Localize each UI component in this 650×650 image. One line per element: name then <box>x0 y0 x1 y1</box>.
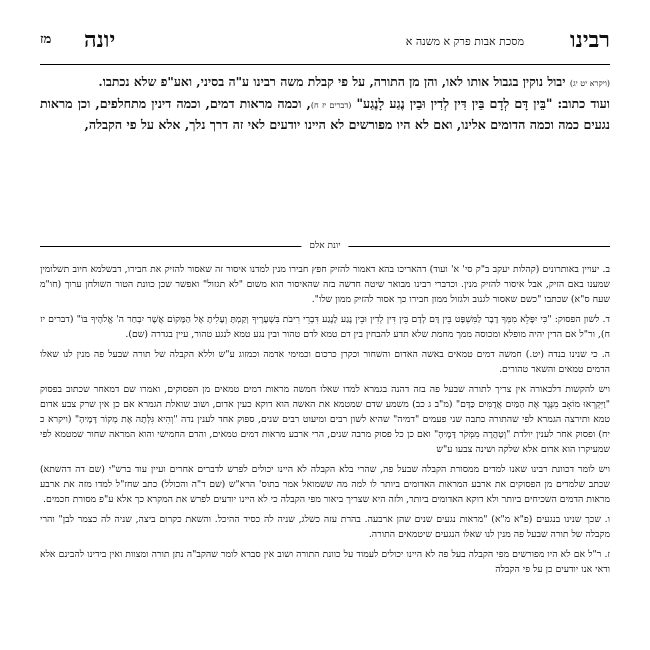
main-paragraph-1 <box>40 73 610 92</box>
main-paragraph-1-text: יבול נוקין בגבול אותו לאו, והן מן התורה, על פי קבלת משה רבינו ע"ה בסיני, ואע"פ שלא נכתבו. <box>98 74 566 89</box>
commentary-divider <box>40 239 610 253</box>
header-book-title: יונה <box>84 27 116 53</box>
header-rule <box>40 64 610 65</box>
commentary-paragraph: ו. שכך שנינו בנגעים (פ"א מ"א) "מראות נגעים שנים שהן ארבעה. בהרת עזה כשלג, שניה לה כסיד ההיכל. והשאת כקרום ביצה, שניה לה כצמר לבן" והרי מקבלה של תורה שבעל פה מנין לנו שאלו הנגעים שיטמאים התורה. <box>40 514 610 540</box>
commentary-paragraph: ה. כי שנינו בנדה (יט.) חמשה דמים טמאים באשה האדום והשחור וכקרן כרכום וכמימי אדמה וכמזוג ע"ש וללא הקבלה של תורה שבעל פה מנין לנו שאלו הדמים טמאים והשאר טהורים. <box>40 349 610 375</box>
commentary-paragraph: ד. לשון הפסוק: "כִּי יִפָּלֵא מִמְּךָ דָבָר לַמִּשְׁפָּט בֵּין דָּם לְדָם בֵּין דִּין לְדִין וּבֵין נֶגַע לָנֶגַע דִּבְרֵי רִיבֹת בִּשְׁעָרֶיךָ וְקַמְתָּ וְעָלִיתָ אֶל הַמָּקוֹם אֲשֶׁר יִבְחַר ה' אֱלֹהֶיךָ בּוֹ" (דברים יז ח), ור"ל אם הדין יהיה מופלא ומכוסה ממך מחמת שלא תדע להבחין בין דם טמא לדם טהור ובין נגע טמא לנגע טהור, עיין בגדרה (שם). <box>40 314 610 340</box>
commentary-title: יונת אלם <box>301 239 348 253</box>
source-reference: (ויקרא יט יג) <box>569 79 610 88</box>
commentary-paragraph: ויש לומר דכוונת רבינו שאנו למדים ממסורת הקבלה שבעל פה, שהרי בלא הקבלה לא היינו יכולים לפרש לדברים אחרים ועיין עוד ברש"י (שם דה דהשתא) שכתב שלמדים מן הפסוקים את ארבע המראות האדומים ביותר לו למה מה ששמואל אמר בתוס' הרא"ש (שם ד"ה והכולל) כתב שחז"ל למדו מזה את ארבע מראות הדמים השכיחים ביותר ולא דוקא האדומים ביותר, ולזה היא שצריך ביאור מפי הקבלה כי לא היינו יודעים לפרש את המקרא כך אלא ע"פ מסורת חכמים. <box>40 464 610 505</box>
commentary <box>40 262 610 582</box>
main-paragraph-2-text-b: , וכמה מראות דמים, וכמה דינין מתחלפים, וכן מראות נגעים כמה וכמה הדומים אלינו, ואם לא היו מפורשים לא היינו יודעים לאי זה דרך נלך, אלא על פי הקבלה, <box>40 96 610 132</box>
commentary-paragraph: ב. יעויין באותרונים (קהלות יעקב ב"ק סי' א' ועוד) דהאריכו בהא דאמור להזיק חפץ חבירו מנין למדנו איסור זה שאסור להזיק את חבירו, דבשלמא חיוב תשלומין שמענו באם הזיק, אבל איסור להזיק מנין. וכדברי רבינו מבואר שיטה חדשה בזה שהאיסור הוא משום "לא תגזול" ואפשר שכן כוונת הטור השולחן ערוך (חו"מ שעח ס"א) שכתבו "כשם שאסור לגנוב ולגזול ממון חבירו כך אסור להזיק ממון שלו". <box>40 264 610 305</box>
source-reference: (דברים יז ח) <box>310 101 352 110</box>
main-text <box>40 73 610 136</box>
main-paragraph-2 <box>40 94 610 134</box>
header-title: רבינו <box>570 27 610 53</box>
header-subtitle: מסכת אבות פרק א משנה א <box>405 35 524 48</box>
commentary-paragraph: ויש להקשות דלכאורה אין צריך לתורה שבעל פה בזה דהנה בגמרא למדו שאלו חמשה מראות דמים טמאים מן הפסוקים, ואמרו שם דמאחר שכתוב בפסוק "וַיִּקְרְאוּ מוֹאָב מִנֶּגֶד אֶת הַמַּיִם אֲדֻמִּים כַּדָּם" (מ"ב ג כב) משמע שדם שמטמא את האשה הוא דוקא כעין אדום, ושוב שואלת הגמרא אם כן אין שרק צבע אדום טמא ותירצה הגמרא לפי שהתורה כתבה שני פעמים "דמיה" שהיא לשון רבים ומיעוט רבים שנים, ספוק אחד לענין נדה "וְהִיא גִּלְּתָה אֶת מְקוֹר דָּמֶיהָ" (ויקרא כ יח) ופסוק אחר לענין יולדת "וְטָהֲרָה מִמְּקֹר דָּמֶיהָ" ואם כן כל פסוק מרבה שנים, הרי ארבע מראות דמים טמאים, והדם החמישי והוא המראה שחור שמטמא לפי שמעיקרו הוא אדום אלא שלקה ושינה צבעו ע"ש <box>40 384 610 455</box>
main-paragraph-2-text-a: ועוד כתוב: "בֵּין דָּם לְדָם בֵּין דִּין לְדִין וּבֵין נֶגַע לָנֶגַע" <box>356 96 610 111</box>
commentary-paragraph: ז. ר"ל אם לא היו מפורשים מפי הקבלה בעל פה לא היינו יכולים לעמוד על כוונת התורה ושוב אין סברא לומר שהקב"ה נתן תורה ומצוות ואין בידינו להבינם אלא ודאי אנו יודעים כן על פי הקבלה <box>40 549 610 575</box>
page-number: מז <box>40 32 52 47</box>
running-header <box>40 27 610 57</box>
